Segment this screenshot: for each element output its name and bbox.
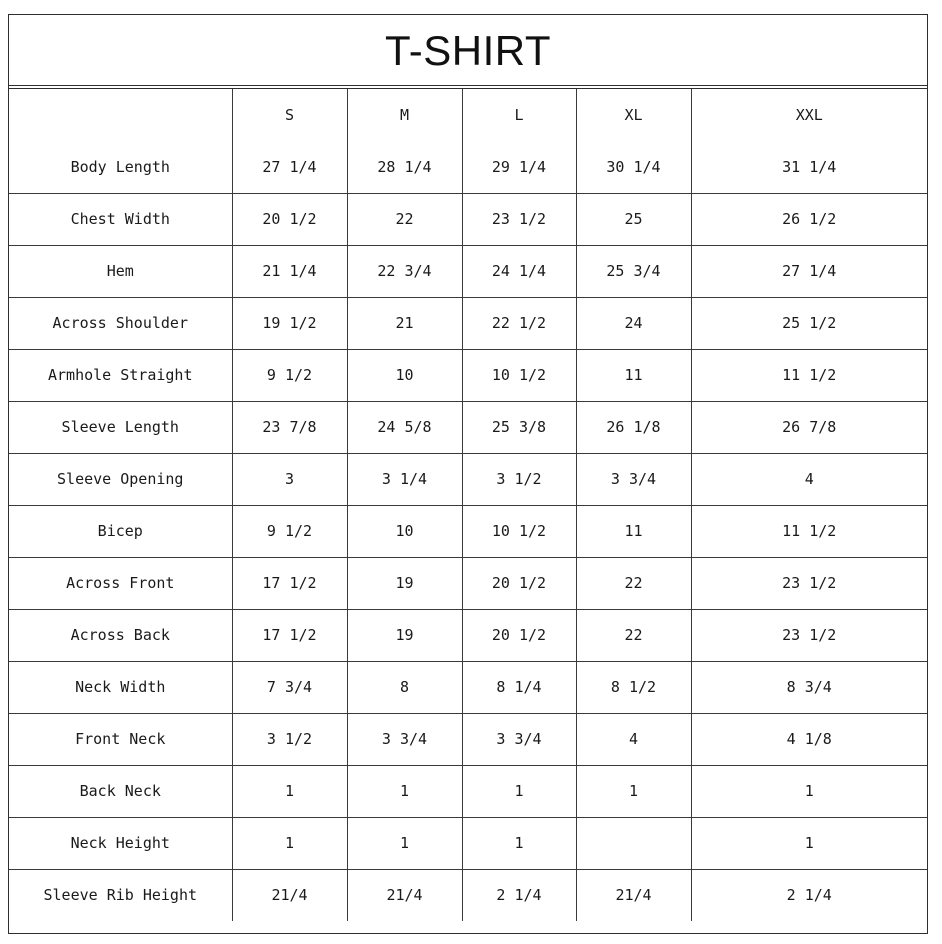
page-title: T-SHIRT bbox=[384, 27, 552, 74]
table-cell: 10 1/2 bbox=[462, 505, 576, 557]
header-cell-m: M bbox=[347, 89, 462, 141]
table-cell: 9 1/2 bbox=[232, 505, 347, 557]
row-label: Sleeve Opening bbox=[9, 453, 232, 505]
table-cell: 1 bbox=[347, 817, 462, 869]
table-row bbox=[9, 297, 927, 349]
table-cell: 30 1/4 bbox=[576, 141, 691, 193]
table-cell bbox=[576, 817, 691, 869]
table-cell: 8 1/4 bbox=[462, 661, 576, 713]
row-label: Across Shoulder bbox=[9, 297, 232, 349]
header-cell-xl: XL bbox=[576, 89, 691, 141]
row-label: Bicep bbox=[9, 505, 232, 557]
table-cell: 4 bbox=[691, 453, 927, 505]
row-label: Neck Height bbox=[9, 817, 232, 869]
table-cell: 3 3/4 bbox=[462, 713, 576, 765]
table-cell: 10 bbox=[347, 349, 462, 401]
table-cell: 1 bbox=[232, 765, 347, 817]
table-cell: 26 7/8 bbox=[691, 401, 927, 453]
row-label: Sleeve Rib Height bbox=[9, 869, 232, 921]
table-cell: 24 1/4 bbox=[462, 245, 576, 297]
table-cell: 20 1/2 bbox=[232, 193, 347, 245]
table-cell: 19 bbox=[347, 557, 462, 609]
size-table bbox=[9, 89, 927, 921]
table-cell: 8 1/2 bbox=[576, 661, 691, 713]
table-row bbox=[9, 505, 927, 557]
table-cell: 19 bbox=[347, 609, 462, 661]
table-cell: 3 1/2 bbox=[462, 453, 576, 505]
title-bar bbox=[9, 15, 927, 86]
table-cell: 25 3/4 bbox=[576, 245, 691, 297]
table-cell: 25 3/8 bbox=[462, 401, 576, 453]
table-cell: 22 bbox=[347, 193, 462, 245]
size-chart bbox=[8, 14, 928, 934]
table-cell: 4 bbox=[576, 713, 691, 765]
table-cell: 27 1/4 bbox=[691, 245, 927, 297]
table-cell: 25 bbox=[576, 193, 691, 245]
header-row bbox=[9, 89, 927, 141]
row-label: Across Back bbox=[9, 609, 232, 661]
table-cell: 8 bbox=[347, 661, 462, 713]
table-cell: 19 1/2 bbox=[232, 297, 347, 349]
table-cell: 24 bbox=[576, 297, 691, 349]
table-cell: 24 5/8 bbox=[347, 401, 462, 453]
table-row bbox=[9, 765, 927, 817]
table-row bbox=[9, 141, 927, 193]
header-cell-l: L bbox=[462, 89, 576, 141]
table-cell: 31 1/4 bbox=[691, 141, 927, 193]
table-cell: 29 1/4 bbox=[462, 141, 576, 193]
table-cell: 1 bbox=[462, 765, 576, 817]
table-cell: 23 1/2 bbox=[691, 557, 927, 609]
row-label: Body Length bbox=[9, 141, 232, 193]
table-cell: 22 bbox=[576, 609, 691, 661]
table-cell: 21 bbox=[347, 297, 462, 349]
table-cell: 2 1/4 bbox=[786, 886, 832, 905]
table-cell: 23 1/2 bbox=[462, 193, 576, 245]
table-cell: 7 3/4 bbox=[232, 661, 347, 713]
table-row bbox=[9, 661, 927, 713]
table-cell: 25 1/2 bbox=[691, 297, 927, 349]
row-label: Back Neck bbox=[9, 765, 232, 817]
table-cell: 1 bbox=[232, 817, 347, 869]
row-label: Across Front bbox=[9, 557, 232, 609]
table-body bbox=[9, 141, 927, 921]
row-label: Hem bbox=[9, 245, 232, 297]
table-cell: 26 1/2 bbox=[691, 193, 927, 245]
table-row bbox=[9, 453, 927, 505]
table-cell: 11 1/2 bbox=[691, 505, 927, 557]
table-cell: 1 bbox=[691, 765, 927, 817]
table-row bbox=[9, 557, 927, 609]
table-cell: 9 1/2 bbox=[232, 349, 347, 401]
header-cell-measurement bbox=[9, 89, 232, 141]
table-cell: 1 bbox=[347, 765, 462, 817]
table-cell: 22 bbox=[576, 557, 691, 609]
row-label: Sleeve Length bbox=[9, 401, 232, 453]
header-cell-s: S bbox=[232, 89, 347, 141]
table-cell: 27 1/4 bbox=[232, 141, 347, 193]
table-cell: 21/4 bbox=[347, 869, 462, 921]
table-cell: 3 bbox=[232, 453, 347, 505]
table-cell: 2 1/4 bbox=[462, 869, 576, 921]
table-cell: 21/4 bbox=[232, 869, 347, 921]
row-label: Armhole Straight bbox=[9, 349, 232, 401]
table-cell: 11 bbox=[576, 349, 691, 401]
table-cell: 28 1/4 bbox=[347, 141, 462, 193]
table-row bbox=[9, 609, 927, 661]
table-cell: 1 bbox=[691, 817, 927, 869]
table-cell: 10 bbox=[347, 505, 462, 557]
table-cell: 1 bbox=[462, 817, 576, 869]
table-cell: 3 1/2 bbox=[232, 713, 347, 765]
table-cell: 20 1/2 bbox=[462, 609, 576, 661]
table-cell: 1 bbox=[576, 765, 691, 817]
table-cell: 3 3/4 bbox=[576, 453, 691, 505]
table-row bbox=[9, 817, 927, 869]
table-cell: 22 1/2 bbox=[462, 297, 576, 349]
table-row bbox=[9, 245, 927, 297]
table-cell: 22 3/4 bbox=[347, 245, 462, 297]
table-row bbox=[9, 713, 927, 765]
row-label: Chest Width bbox=[9, 193, 232, 245]
table-row bbox=[9, 869, 927, 921]
table-cell: 3 1/4 bbox=[347, 453, 462, 505]
row-label: Neck Width bbox=[9, 661, 232, 713]
table-cell: 23 7/8 bbox=[232, 401, 347, 453]
table-cell: 17 1/2 bbox=[232, 609, 347, 661]
table-cell: 11 1/2 bbox=[691, 349, 927, 401]
table-cell: 10 1/2 bbox=[462, 349, 576, 401]
table-cell: 21/4 bbox=[576, 869, 691, 921]
table-cell: 21 1/4 bbox=[232, 245, 347, 297]
table-cell: 8 3/4 bbox=[691, 661, 927, 713]
table-cell: 4 1/8 bbox=[691, 713, 927, 765]
table-cell: 23 1/2 bbox=[691, 609, 927, 661]
header-cell-xxl: XXL bbox=[795, 106, 823, 124]
table-row bbox=[9, 193, 927, 245]
table-row bbox=[9, 349, 927, 401]
table-header bbox=[9, 89, 927, 141]
table-cell: 26 1/8 bbox=[576, 401, 691, 453]
table-cell: 3 3/4 bbox=[347, 713, 462, 765]
table-cell: 17 1/2 bbox=[232, 557, 347, 609]
table-cell: 11 bbox=[576, 505, 691, 557]
row-label: Front Neck bbox=[9, 713, 232, 765]
table-row bbox=[9, 401, 927, 453]
table-cell: 20 1/2 bbox=[462, 557, 576, 609]
